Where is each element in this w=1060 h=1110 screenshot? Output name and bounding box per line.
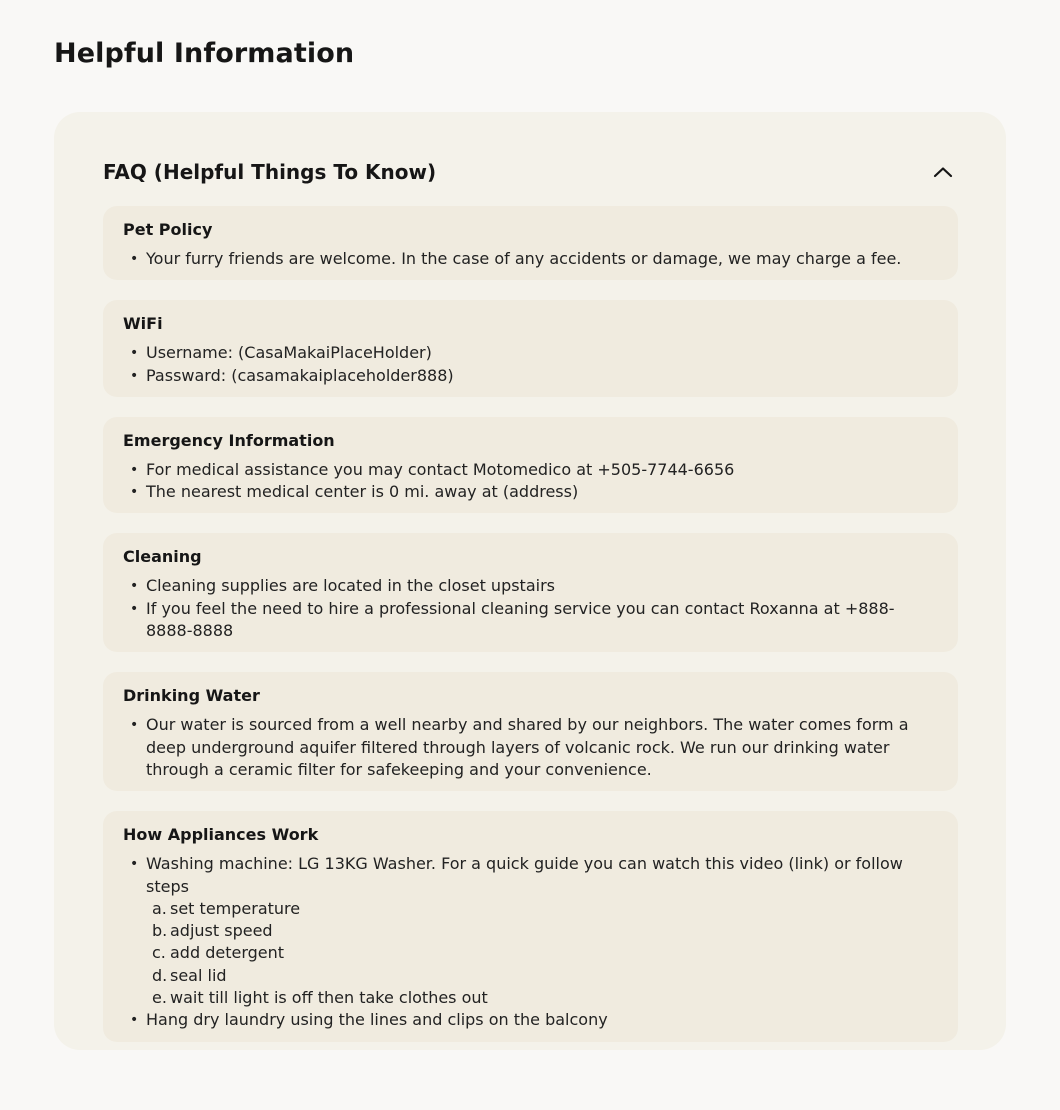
step-text: adjust speed [170, 921, 273, 941]
step-item [146, 942, 938, 964]
faq-item-title: Cleaning [123, 547, 202, 567]
bullet-list [123, 248, 938, 270]
bullet-item: • Cleaning supplies are located in the closet upstairs [123, 575, 938, 597]
faq-item-title: Pet Policy [123, 220, 213, 239]
step-item [146, 965, 938, 987]
step-marker: b. [152, 921, 168, 941]
step-item [146, 898, 938, 920]
bullet-item-washing-machine [123, 853, 938, 1009]
faq-items [103, 206, 958, 1042]
step-item [146, 920, 938, 942]
washing-machine-text: Washing machine: LG 13KG Washer. For a quick guide you can watch this video (link) or follow steps [146, 854, 903, 896]
bullet-item: • Username: (CasaMakaiPlaceHolder) [123, 342, 938, 364]
faq-item-title: Drinking Water [123, 686, 260, 706]
bullet-item: • Hang dry laundry using the lines and clips on the balcony [123, 1009, 938, 1031]
bullet-list [123, 459, 938, 504]
step-item [146, 987, 938, 1009]
step-text: wait till light is off then take clothes out [170, 988, 488, 1008]
faq-item-title: WiFi [123, 314, 163, 334]
bullet-item: • Passward: (casamakaiplaceholder888) [123, 365, 938, 387]
bullet-item: • The nearest medical center is 0 mi. away at (address) [123, 481, 938, 503]
bullet-list [123, 853, 938, 1031]
faq-item-pet-policy [103, 206, 958, 280]
step-text: seal lid [170, 965, 227, 985]
bullet-item: • Your furry friends are welcome. In the case of any accidents or damage, we may charge a fee. [123, 248, 938, 270]
chevron-up-icon[interactable] [930, 159, 956, 185]
faq-item-how-appliances-work [103, 811, 958, 1041]
step-marker: e. [152, 988, 167, 1008]
faq-item-cleaning [103, 533, 958, 652]
bullet-list [123, 575, 938, 642]
bullet-list [123, 714, 938, 781]
faq-item-wifi [103, 300, 958, 397]
bullet-item: • Our water is sourced from a well nearby and shared by our neighbors. The water comes form a deep underground aquifer filtered through layers of volcanic rock. We run our drinking water through a ceramic filter for safekeeping and your convenience. [123, 714, 938, 781]
faq-header[interactable] [103, 156, 958, 190]
bullet-item: • If you feel the need to hire a professional cleaning service you can contact Roxanna at +888-8888-8888 [123, 598, 938, 643]
washing-steps-list [146, 898, 938, 1009]
bullet-item: • For medical assistance you may contact Motomedico at +505-7744-6656 [123, 459, 938, 481]
faq-title: FAQ (Helpful Things To Know) [103, 160, 437, 184]
faq-item-drinking-water [103, 672, 958, 791]
faq-item-title: How Appliances Work [123, 825, 319, 845]
faq-accordion [54, 112, 1006, 1050]
bullet-list [123, 342, 938, 387]
step-text: add detergent [170, 943, 285, 963]
step-marker: d. [152, 965, 168, 985]
faq-item-emergency-information [103, 417, 958, 514]
step-marker: a. [152, 898, 167, 918]
step-text: set temperature [170, 898, 301, 918]
step-marker: c. [152, 943, 166, 963]
page-title: Helpful Information [54, 38, 355, 69]
faq-item-title: Emergency Information [123, 430, 335, 450]
